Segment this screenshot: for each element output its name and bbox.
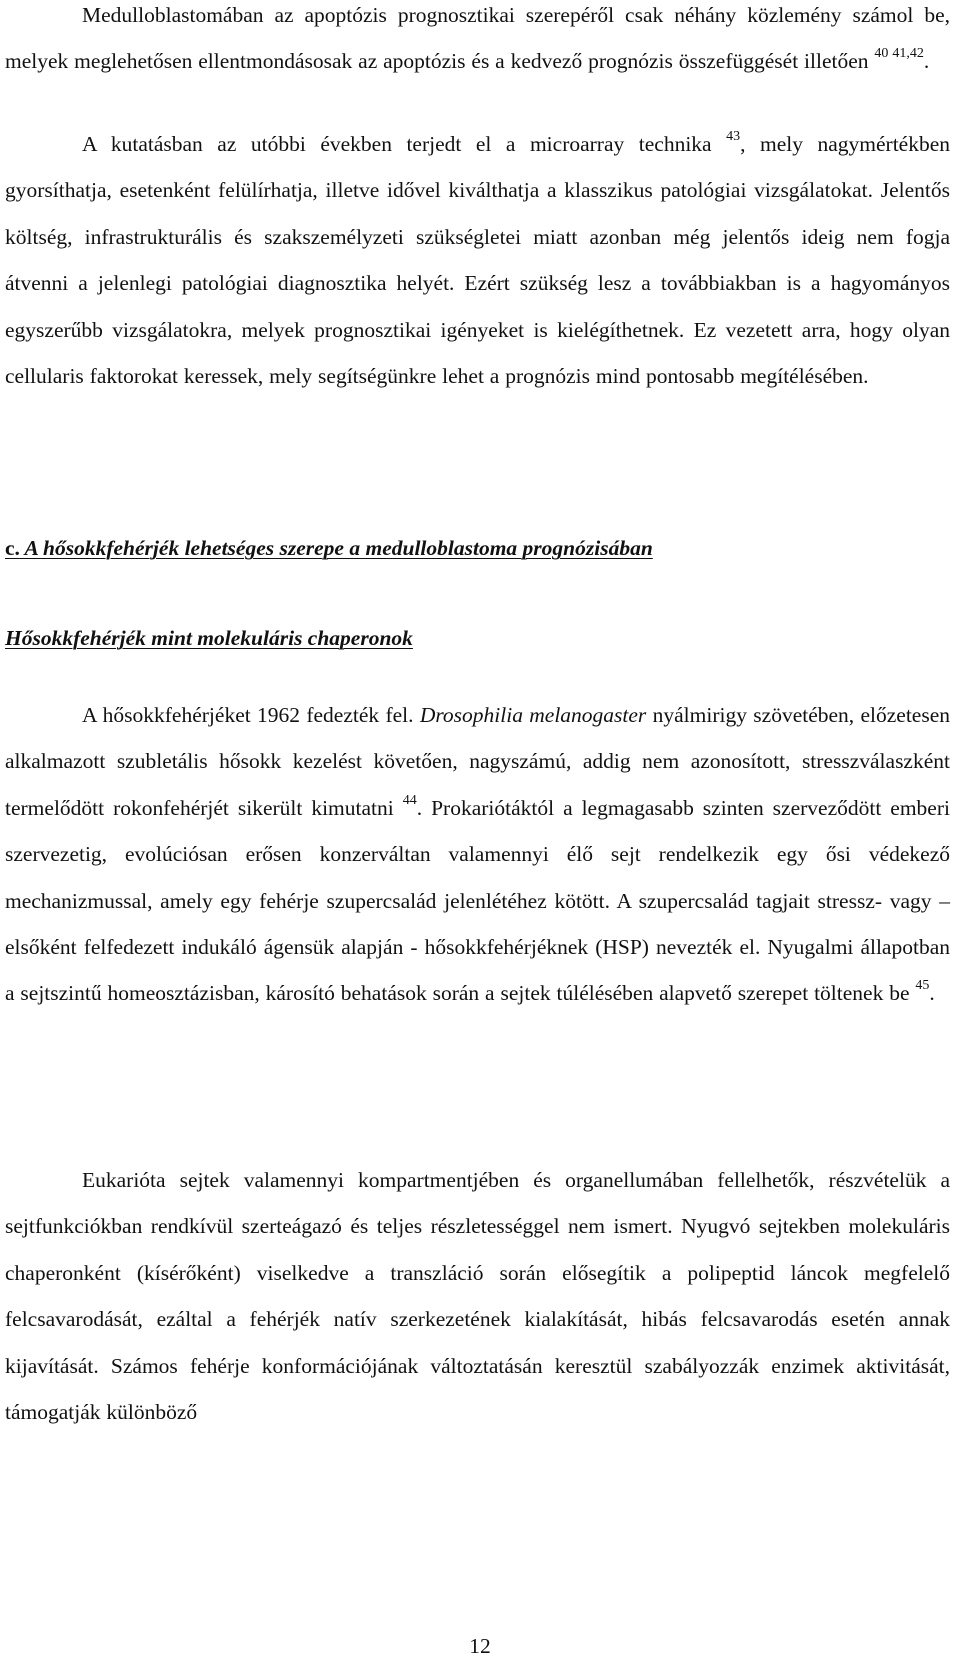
paragraph-text: A kutatásban az utóbbi években terjedt el a microarray technika [82, 132, 712, 156]
paragraph-eukaryotic-cells [5, 1157, 950, 1435]
paragraph-end: . [929, 981, 935, 1006]
page-number: 12 [469, 1634, 491, 1658]
paragraph-text-continued: nyálmirigy szövetében, előzetesen alkalmazott szubletális hősokk kezelést követően, nagyszámú, addig nem azonosított, stresszválaszként termelődött rokonfehérjét sikerült kimutatni [5, 703, 951, 820]
subsection-heading: Hősokkfehérjék mint molekuláris chaperonok [5, 626, 413, 650]
paragraph-microarray [5, 121, 950, 399]
citation-reference: 45 [915, 978, 930, 994]
citation-reference: 40 41,42 [874, 46, 924, 62]
paragraph-apoptosis [5, 0, 950, 85]
section-heading [5, 536, 653, 561]
citation-reference: 43 [726, 128, 741, 144]
paragraph-text: Eukarióta sejtek valamennyi kompartmentjében és organellumában fellelhetők, részvételük a sejtfunkciókban rendkívül szerteágazó és teljes részletességgel nem ismert. Nyugvó sejtekben molekuláris chaperonként (kísérőként) viselkedve a transzláció során elősegítik a polipeptid láncok megfelelő felcsavarodását, ezáltal a fehérjék natív szerkezetének kialakítását, hibás felcsavarodás esetén annak kijavítását. Számos fehérje konformációjának változtatásán keresztül szabályozzák enzimek aktivitását, támogatják különböző [5, 1168, 950, 1425]
paragraph-text: Medulloblastomában az apoptózis prognosztikai szerepéről csak néhány közlemény számol be, melyek meglehetősen ellentmondásosak az apoptózis és a kedvező prognózis összefüggését illetően [5, 3, 950, 74]
paragraph-heat-shock-proteins [5, 692, 950, 1017]
paragraph-text-continued: . Prokariótáktól a legmagasabb szinten szerveződött emberi szervezetig, evolúciósan erősen konzerváltan valamennyi élő sejt rendelkezik egy ősi védekező mechanizmussal, amely egy fehérje szupercsalád jelenlétéhez kötött. A szupercsalád tagjait stressz- vagy – elsőként felfedezett indukáló ágensük alapján - hősokkfehérjéknek (HSP) nevezték el. Nyugalmi állapotban a sejtszintű homeosztázisban, károsító behatások során a sejtek túlélésében alapvető szerepet töltenek be [5, 795, 950, 1006]
paragraph-text: A hősokkfehérjéket 1962 fedezték fel. [82, 703, 414, 727]
section-title: A hősokkfehérjék lehetséges szerepe a medulloblastoma prognózisában [24, 536, 653, 560]
species-name: Drosophilia melanogaster [419, 703, 647, 727]
paragraph-text-continued: , mely nagymértékben gyorsíthatja, esetenként felülírhatja, illetve idővel kiválthatja a klasszikus patológiai vizsgálatokat. Jelentős költség, infrastrukturális és szakszemélyzeti szükségletei miatt azonban még jelentős ideig nem fogja átvenni a jelenlegi patológiai diagnosztika helyét. Ezért szükség lesz a továbbiakban is a hagyományos egyszerűbb vizsgálatokra, melyek prognosztikai igényeket is kielégíthetnek. Ez vezetett arra, hogy olyan cellularis faktorokat keressek, mely segítségünkre lehet a prognózis mind pontosabb megítélésében. [5, 132, 951, 389]
citation-reference: 44 [402, 792, 417, 808]
section-number: c. [5, 536, 20, 560]
paragraph-end: . [923, 49, 930, 74]
